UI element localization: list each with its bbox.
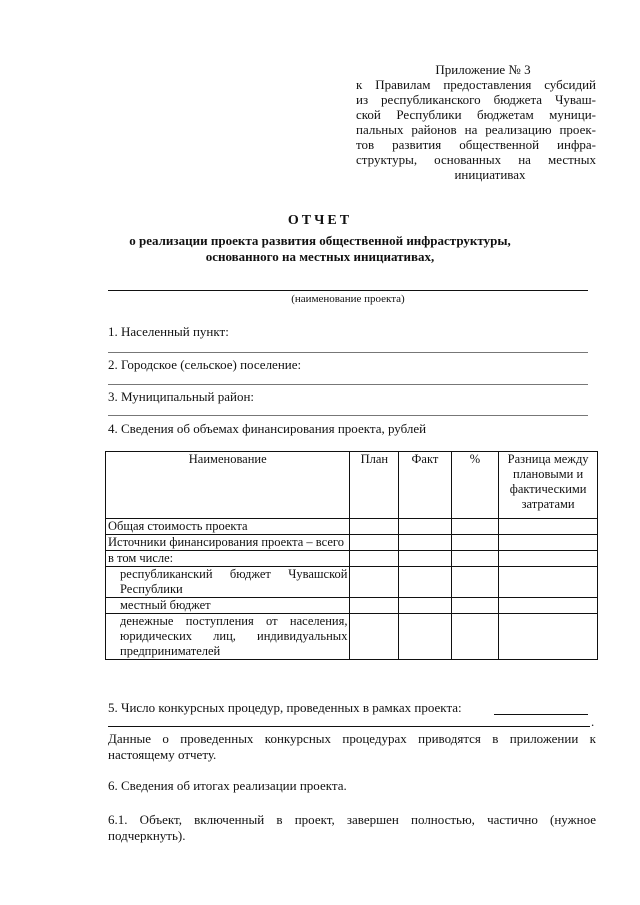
cell-percent[interactable]	[451, 519, 499, 535]
settlement-line[interactable]	[108, 352, 588, 353]
header-name: Наименование	[106, 452, 350, 519]
settlement-label: 1. Населенный пункт:	[108, 324, 229, 339]
table-row	[106, 551, 598, 567]
section5-note: Данные о проведенных конкурсных процедурах приводятся в приложении к настоящему отчету.	[108, 731, 596, 762]
cell-percent[interactable]	[451, 535, 499, 551]
project-name-line[interactable]	[108, 290, 588, 291]
cell-difference[interactable]	[499, 598, 598, 614]
cell-difference[interactable]	[499, 519, 598, 535]
cell-plan[interactable]	[350, 519, 399, 535]
cell-fact[interactable]	[399, 535, 451, 551]
section5-continuation-line[interactable]	[108, 726, 590, 727]
row-label: республиканский бюджет Чувашской Республики	[106, 567, 350, 598]
cell-difference[interactable]	[499, 567, 598, 598]
row-label: денежные поступления от населения, юридических лиц, индивидуальных предпринимателей	[106, 614, 350, 660]
header-difference: Разница между плановыми и фактическими затратами	[499, 452, 598, 519]
table-row	[106, 598, 598, 614]
table-row	[106, 535, 598, 551]
table-row	[106, 614, 598, 660]
appendix-line: пальных районов на реализацию проек-	[356, 122, 596, 137]
report-title: ОТЧЕТ	[287, 213, 353, 228]
cell-fact[interactable]	[399, 614, 451, 660]
district-label: 3. Муниципальный район:	[108, 389, 255, 404]
cell-fact[interactable]	[399, 551, 451, 567]
cell-fact[interactable]	[399, 598, 451, 614]
appendix-header	[356, 62, 596, 182]
row-label: местный бюджет	[106, 598, 350, 614]
cell-percent[interactable]	[451, 598, 499, 614]
header-percent: %	[451, 452, 499, 519]
municipality-settlement-label: 2. Городское (сельское) поселение:	[108, 357, 302, 372]
appendix-line: из республиканского бюджета Чуваш-	[356, 92, 596, 107]
project-name-caption: (наименование проекта)	[291, 293, 405, 305]
row-label: Источники финансирования проекта – всего	[106, 535, 350, 551]
cell-fact[interactable]	[399, 567, 451, 598]
row-label: Общая стоимость проекта	[106, 519, 350, 535]
cell-difference[interactable]	[499, 535, 598, 551]
appendix-line: структуры, основанных на местных	[356, 152, 596, 167]
cell-percent[interactable]	[451, 551, 499, 567]
table-row	[106, 519, 598, 535]
cell-plan[interactable]	[350, 567, 399, 598]
cell-percent[interactable]	[451, 567, 499, 598]
appendix-number: Приложение № 3	[435, 62, 531, 77]
financing-table	[105, 451, 598, 660]
cell-fact[interactable]	[399, 519, 451, 535]
cell-difference[interactable]	[499, 551, 598, 567]
cell-plan[interactable]	[350, 535, 399, 551]
section6-heading: 6. Сведения об итогах реализации проекта.	[108, 778, 347, 793]
row-label: в том числе:	[106, 551, 350, 567]
appendix-line: ской Республики бюджетам муници-	[356, 107, 596, 122]
financing-label: 4. Сведения об объемах финансирования проекта, рублей	[108, 421, 427, 436]
appendix-line: к Правилам предоставления субсидий	[356, 77, 596, 92]
cell-plan[interactable]	[350, 614, 399, 660]
section5-label: 5. Число конкурсных процедур, проведенных в рамках проекта:	[108, 700, 462, 715]
cell-percent[interactable]	[451, 614, 499, 660]
cell-difference[interactable]	[499, 614, 598, 660]
section5-period: .	[591, 714, 595, 729]
table-row	[106, 567, 598, 598]
section5-count-line[interactable]	[494, 714, 588, 715]
header-fact: Факт	[399, 452, 451, 519]
municipality-settlement-line[interactable]	[108, 384, 588, 385]
appendix-last-line: инициативах	[454, 167, 526, 182]
cell-plan[interactable]	[350, 551, 399, 567]
report-subtitle-line-1: о реализации проекта развития общественной инфраструктуры,	[129, 233, 511, 248]
header-plan: План	[350, 452, 399, 519]
report-subtitle-line-2: основанного на местных инициативах,	[205, 249, 435, 264]
table-header-row	[106, 452, 598, 519]
district-line[interactable]	[108, 415, 588, 416]
appendix-line: тов развития общественной инфра-	[356, 137, 596, 152]
cell-plan[interactable]	[350, 598, 399, 614]
section61-text: 6.1. Объект, включенный в проект, завершен полностью, частично (нужное подчеркнуть).	[108, 812, 596, 843]
